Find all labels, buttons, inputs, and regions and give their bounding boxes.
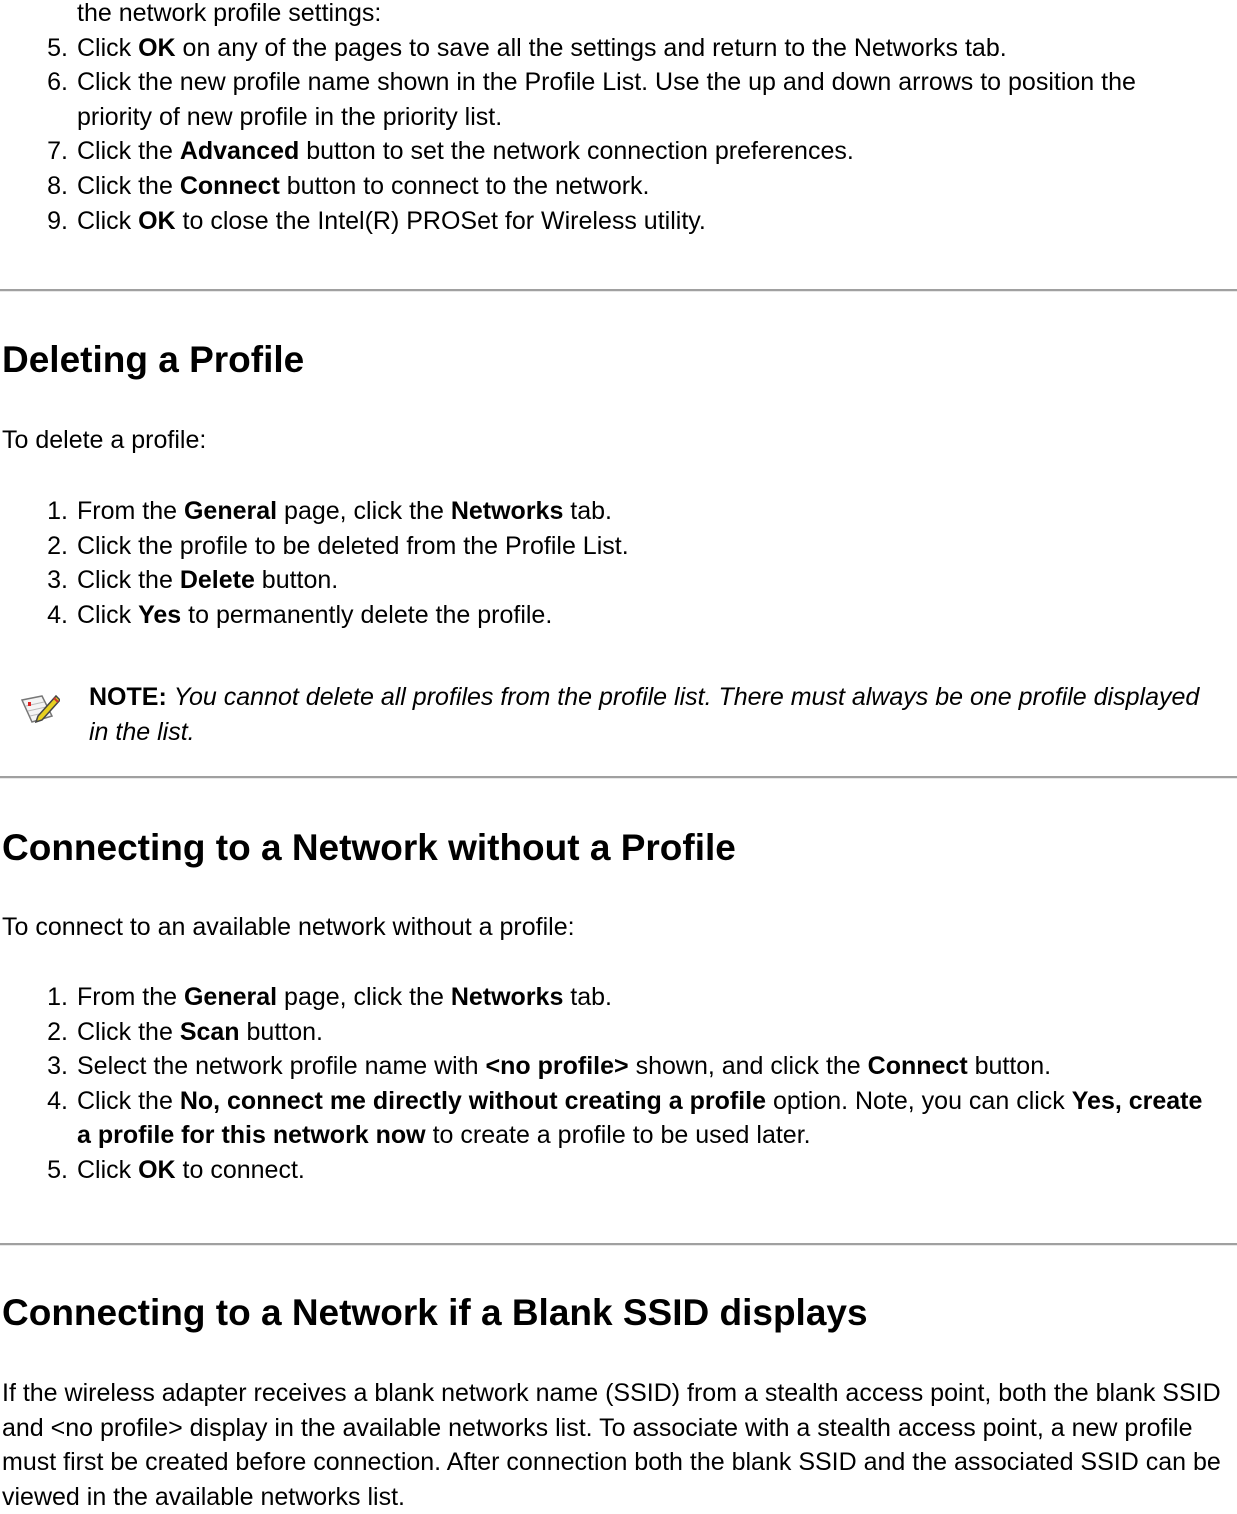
text-segment: Click (77, 600, 139, 629)
text-segment: button to connect to the network. (279, 171, 650, 200)
list-item-text (77, 1049, 1217, 1084)
list-number: 9. (47, 206, 68, 235)
text-segment: to create a profile to be used later. (425, 1121, 811, 1150)
ordered-list (0, 31, 1237, 239)
divider (0, 776, 1237, 779)
list-number: 8. (47, 171, 68, 200)
text-segment: Click the (77, 1017, 180, 1046)
list-number: 3. (47, 1052, 68, 1081)
bold-term: Scan (179, 1017, 240, 1046)
text-segment: Click the (77, 1086, 180, 1115)
section-heading: Connecting to a Network if a Blank SSID displays (2, 1292, 868, 1333)
text-segment: Select the network profile name with (77, 1052, 486, 1081)
list-item-text (77, 980, 1217, 1015)
bold-term: Delete (179, 566, 255, 595)
list-item-text (77, 529, 1217, 564)
text-segment: tab. (563, 983, 613, 1011)
text-segment: to permanently delete the profile. (181, 600, 553, 629)
bold-term: Networks (450, 983, 564, 1011)
section-heading: Connecting to a Network without a Profile (2, 827, 736, 868)
bold-term: Connect (867, 1052, 968, 1081)
list-number: 2. (47, 1017, 68, 1046)
bold-term: Connect (179, 171, 280, 200)
text-segment: button to set the network connection preferences. (299, 137, 854, 166)
bold-term: General (183, 497, 278, 525)
section-paragraph: If the wireless adapter receives a blank network name (SSID) from a stealth access point, both the blank SSID and <no profile> display in the available networks list. To associate with a stealth access point, a new profile must first be created before connection. After connection both the blank SSID and the associated SSID can be viewed in the available networks list. (2, 1379, 1221, 1511)
text-segment: button. (239, 1017, 323, 1046)
note-pencil-icon (20, 692, 60, 733)
list-item-text (77, 169, 1217, 204)
list-item-text (77, 494, 1217, 529)
list-number: 3. (47, 566, 68, 595)
bold-term: <no profile> (485, 1052, 629, 1081)
bold-term: General (183, 983, 278, 1011)
bold-term: No, connect me directly without creating a profile (179, 1086, 767, 1115)
list-number: 5. (47, 1155, 68, 1184)
list-item (0, 980, 1237, 1015)
list-item-text (77, 1084, 1217, 1153)
text-segment: Click (77, 206, 139, 235)
text-segment: Click the (77, 171, 180, 200)
bold-term: OK (138, 206, 176, 235)
text-segment: Click the (77, 137, 180, 166)
list-number: 5. (47, 33, 68, 62)
list-number: 1. (47, 497, 68, 525)
text-segment: shown, and click the (628, 1052, 868, 1081)
section-intro: To connect to an available network without a profile: (2, 913, 575, 941)
list-item (0, 1084, 1237, 1153)
list-item (0, 1015, 1237, 1050)
text-segment: to close the Intel(R) PROSet for Wireless utility. (175, 206, 706, 235)
list-item (0, 31, 1237, 66)
text-segment: tab. (563, 497, 613, 525)
section-heading: Deleting a Profile (2, 339, 305, 380)
text-segment: Click (77, 33, 139, 62)
list-number: 4. (47, 600, 68, 629)
divider (0, 289, 1237, 292)
list-item (0, 529, 1237, 564)
list-number: 7. (47, 137, 68, 166)
text-segment: button. (254, 566, 339, 595)
text-segment: From the (77, 497, 184, 525)
list-item-text (77, 204, 1217, 239)
ordered-list (0, 494, 1237, 632)
text-segment: to connect. (175, 1155, 305, 1184)
note-label: NOTE: (89, 683, 167, 711)
text-segment: on any of the pages to save all the settings and return to the Networks tab. (175, 33, 1007, 62)
bold-term: OK (138, 1155, 176, 1184)
list-number: 1. (47, 983, 68, 1011)
text-segment: Click the new profile name shown in the Profile List. Use the up and down arrows to position the priority of new profile in the priority list. (77, 68, 1136, 131)
list-item-text (77, 563, 1217, 598)
text-segment: button. (967, 1052, 1052, 1081)
list-item (0, 1153, 1237, 1188)
list-item-text (77, 65, 1217, 134)
list-number: 4. (47, 1086, 68, 1115)
bold-term: OK (138, 33, 176, 62)
list-item-text (77, 1015, 1217, 1050)
section-intro: To delete a profile: (2, 426, 207, 454)
text-segment: option. Note, you can click (766, 1086, 1072, 1115)
bold-term: Advanced (179, 137, 300, 166)
text-segment: page, click the (277, 983, 451, 1011)
ordered-list (0, 980, 1237, 1188)
list-item (0, 1049, 1237, 1084)
list-item (0, 65, 1237, 134)
list-item-text (77, 1153, 1217, 1188)
text-segment: Click the (77, 566, 180, 595)
text-segment: From the (77, 983, 184, 1011)
list-continuation-text: the network profile settings: (77, 0, 382, 27)
text-segment: Click (77, 1155, 139, 1184)
list-item (0, 494, 1237, 529)
bold-term: Yes, create a profile for this network now (77, 1086, 1203, 1150)
list-item (0, 598, 1237, 633)
bold-term: Yes (138, 600, 182, 629)
text-segment: page, click the (277, 497, 451, 525)
note-text: You cannot delete all profiles from the profile list. There must always be one profile displayed in the list. (89, 683, 1200, 746)
list-number: 6. (47, 68, 68, 97)
list-item (0, 134, 1237, 169)
divider (0, 1243, 1237, 1246)
list-item (0, 563, 1237, 598)
bold-term: Networks (450, 497, 564, 525)
steps-list-continued (0, 0, 1237, 238)
list-number: 2. (47, 531, 68, 560)
list-item-text (77, 31, 1217, 66)
text-segment: Click the profile to be deleted from the Profile List. (77, 531, 629, 560)
list-item (0, 204, 1237, 239)
list-item (0, 169, 1237, 204)
list-item-text (77, 598, 1217, 633)
list-item-text (77, 134, 1217, 169)
